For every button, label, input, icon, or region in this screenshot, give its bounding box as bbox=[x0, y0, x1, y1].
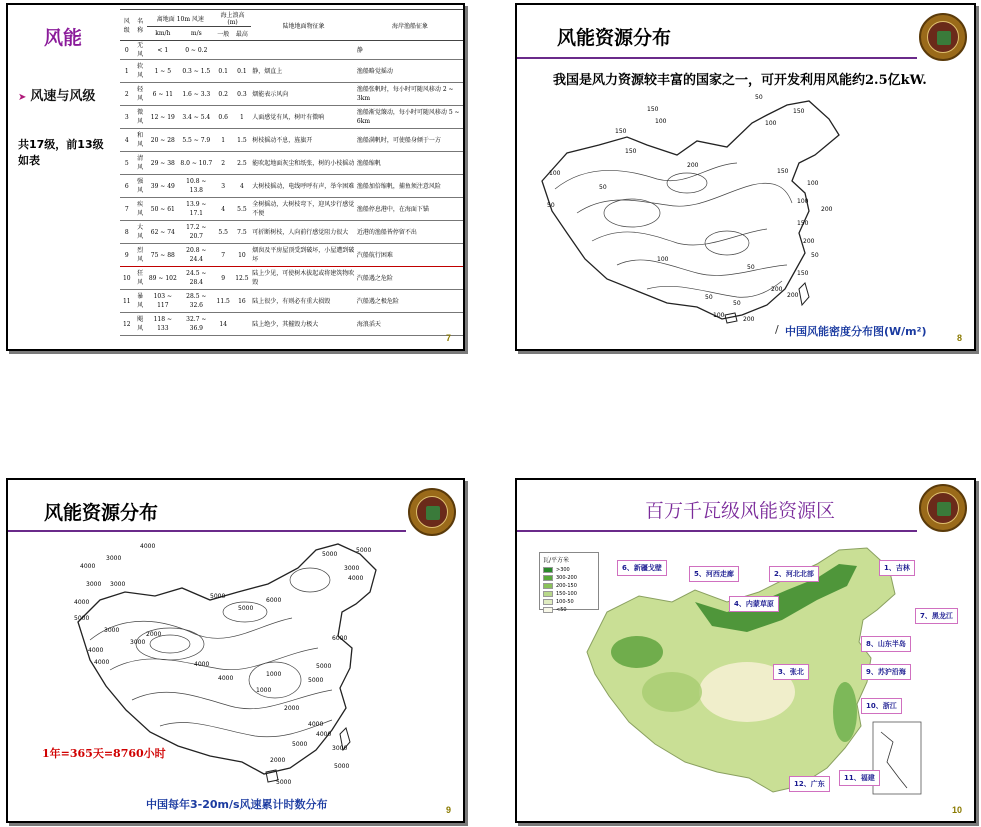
legend-row bbox=[543, 598, 595, 606]
contour-label: 200 bbox=[787, 292, 799, 299]
map-caption: 中国风能密度分布图(W/m²) bbox=[785, 325, 927, 338]
contour-label: 4000 bbox=[316, 731, 332, 738]
table-cell: 12 ~ 19 bbox=[147, 106, 179, 129]
table-cell: 人面感觉有风，树叶有微响 bbox=[251, 106, 356, 129]
table-cell: 28.5 ~ 32.6 bbox=[179, 290, 214, 313]
contour-line bbox=[577, 183, 792, 213]
contour-label: 2000 bbox=[284, 705, 300, 712]
slide-number: 8 bbox=[956, 333, 962, 343]
contour-label: 4000 bbox=[74, 599, 90, 606]
contour-label: 50 bbox=[547, 202, 555, 209]
contour-label: 3000 bbox=[344, 565, 360, 572]
contour-label: 200 bbox=[743, 316, 755, 323]
contour-label: 4000 bbox=[80, 563, 96, 570]
table-cell: 24.5 ~ 28.4 bbox=[179, 267, 214, 290]
map-legend bbox=[539, 552, 599, 613]
contour-label: 4000 bbox=[308, 721, 324, 728]
contour-label: 5000 bbox=[322, 551, 338, 558]
table-cell: 0.3 bbox=[233, 83, 252, 106]
table-cell: 16 bbox=[233, 290, 252, 313]
logo-emblem-icon bbox=[937, 31, 951, 45]
coastal-wind-zone bbox=[833, 682, 857, 742]
table-cell: 118 ~ 133 bbox=[147, 313, 179, 336]
contour-label: 4000 bbox=[94, 659, 110, 666]
sub-header: m/s bbox=[179, 27, 214, 41]
contour-label: 50 bbox=[599, 184, 607, 191]
contour-label: 5000 bbox=[316, 663, 332, 670]
contour-label: 150 bbox=[777, 168, 789, 175]
contour-label: 5000 bbox=[292, 741, 308, 748]
contour-label: 50 bbox=[705, 294, 713, 301]
table-cell: 可折断树枝，人向前行感觉阻力很大 bbox=[251, 221, 356, 244]
table-cell: 1 ~ 5 bbox=[147, 60, 179, 83]
hours-note: 1年=365天=8760小时 bbox=[42, 747, 166, 760]
inset-map-frame bbox=[873, 722, 921, 794]
table-cell: 20 ~ 28 bbox=[147, 129, 179, 152]
table-cell: 烈风 bbox=[134, 244, 147, 267]
contour-label: 100 bbox=[765, 120, 777, 127]
legend-swatch bbox=[543, 567, 553, 573]
contour-label: 200 bbox=[821, 206, 833, 213]
table-cell: 1 bbox=[214, 129, 233, 152]
china-outline bbox=[542, 101, 839, 319]
table-cell: 软风 bbox=[134, 60, 147, 83]
legend-row bbox=[543, 582, 595, 590]
table-cell: 0 ~ 0.2 bbox=[179, 41, 214, 60]
table-cell: 5.5 ~ 7.9 bbox=[179, 129, 214, 152]
region-label: 2、河北北部 bbox=[769, 566, 819, 582]
table-cell: 疾风 bbox=[134, 198, 147, 221]
contour-label: 2000 bbox=[146, 631, 162, 638]
table-cell bbox=[251, 41, 356, 60]
table-cell: 渔船渐觉簸动，每小时可随风移动 5 ~ 6km bbox=[356, 106, 464, 129]
legend-row bbox=[543, 606, 595, 614]
table-cell: 0.3 ~ 1.5 bbox=[179, 60, 214, 83]
contour-label: 100 bbox=[655, 118, 667, 125]
table-cell: 烟囱及平房屋顶受到破坏，小屋遭到破坏 bbox=[251, 244, 356, 267]
contour-label: 3000 bbox=[130, 639, 146, 646]
slide-10 bbox=[515, 478, 976, 823]
table-cell: 50 ~ 61 bbox=[147, 198, 179, 221]
contour-label: 3000 bbox=[110, 581, 126, 588]
contour-line bbox=[90, 618, 292, 640]
col-header: 风级 bbox=[120, 10, 134, 41]
contour-label: 50 bbox=[733, 300, 741, 307]
contour-label: 4000 bbox=[88, 647, 104, 654]
table-cell: 近港的渔船皆停留不出 bbox=[356, 221, 464, 244]
bullet-text: 风速与风级 bbox=[30, 89, 96, 104]
table-cell: 89 ~ 102 bbox=[147, 267, 179, 290]
legend-label: 300-200 bbox=[556, 575, 577, 581]
caption-slash: / bbox=[775, 323, 779, 336]
table-cell: 3 bbox=[120, 106, 134, 129]
contour-line bbox=[592, 229, 767, 245]
table-cell: 62 ~ 74 bbox=[147, 221, 179, 244]
table-cell: 0.1 bbox=[214, 60, 233, 83]
table-cell: 103 ~ 117 bbox=[147, 290, 179, 313]
high-wind-zone bbox=[611, 636, 663, 668]
table-cell: 陆上少见，可使树木拔起或将建筑物吹毁 bbox=[251, 267, 356, 290]
china-outline bbox=[78, 544, 376, 774]
logo-seal-icon bbox=[927, 21, 959, 53]
contour-line bbox=[160, 720, 332, 737]
sub-header: km/h bbox=[147, 27, 179, 41]
contour-label: 50 bbox=[811, 252, 819, 259]
table-cell bbox=[233, 41, 252, 60]
contour-line bbox=[647, 281, 782, 297]
table-cell: 1.5 bbox=[233, 129, 252, 152]
table-cell: 3.4 ~ 5.4 bbox=[179, 106, 214, 129]
table-cell: 暴风 bbox=[134, 290, 147, 313]
contour-label: 200 bbox=[687, 162, 699, 169]
table-cell: 渔船缩帆 bbox=[356, 152, 464, 175]
table-cell: 陆上很少，有则必有重大损毁 bbox=[251, 290, 356, 313]
legend-title: 瓦/平方米 bbox=[543, 557, 570, 564]
slide-number: 7 bbox=[445, 333, 451, 343]
table-cell: 2 bbox=[214, 152, 233, 175]
table-row bbox=[120, 41, 464, 60]
legend-swatch bbox=[543, 583, 553, 589]
contour-label: 1000 bbox=[266, 671, 282, 678]
region-label: 12、广东 bbox=[789, 776, 830, 792]
table-cell: 和风 bbox=[134, 129, 147, 152]
table-cell bbox=[233, 313, 252, 336]
table-cell: 无风 bbox=[134, 41, 147, 60]
table-cell: 8.0 ~ 10.7 bbox=[179, 152, 214, 175]
legend-label: 100-50 bbox=[556, 599, 574, 605]
contour-label: 3000 bbox=[106, 555, 122, 562]
contour-label: 4000 bbox=[348, 575, 364, 582]
table-cell: 陆上绝少，其摧毁力极大 bbox=[251, 313, 356, 336]
legend-swatch bbox=[543, 607, 553, 613]
contour-label: 100 bbox=[657, 256, 669, 263]
legend-rows bbox=[543, 566, 595, 614]
table-cell: 0.1 bbox=[233, 60, 252, 83]
table-row bbox=[120, 290, 464, 313]
contour-label: 5000 bbox=[276, 779, 292, 786]
table-cell: 39 ~ 49 bbox=[147, 175, 179, 198]
slide-number: 10 bbox=[951, 805, 962, 815]
contour-label: 5000 bbox=[334, 763, 350, 770]
table-cell: 1 bbox=[120, 60, 134, 83]
lead-text: 我国是风力资源较丰富的国家之一，可开发利用风能约2.5亿kW. bbox=[553, 73, 927, 88]
table-cell: 6 ~ 11 bbox=[147, 83, 179, 106]
logo-emblem-icon bbox=[426, 506, 440, 520]
table-cell: 17.2 ~ 20.7 bbox=[179, 221, 214, 244]
contour-label: 4000 bbox=[218, 675, 234, 682]
university-logo bbox=[919, 484, 967, 532]
table-row bbox=[120, 198, 464, 221]
table-cell: 清风 bbox=[134, 152, 147, 175]
contour-line bbox=[110, 648, 318, 670]
table-cell: 14 bbox=[214, 313, 233, 336]
table-cell: 狂风 bbox=[134, 267, 147, 290]
contour-line bbox=[555, 163, 737, 189]
table-cell bbox=[214, 41, 233, 60]
contour-label: 100 bbox=[807, 180, 819, 187]
col-header: 名称 bbox=[134, 10, 147, 41]
slide-number: 9 bbox=[445, 805, 451, 815]
slide-title: 风能资源分布 bbox=[557, 27, 672, 49]
table-cell: 32.7 ~ 36.9 bbox=[179, 313, 214, 336]
table-cell: 1.6 ~ 3.3 bbox=[179, 83, 214, 106]
table-row bbox=[120, 244, 464, 267]
col-header: 海上浪高 (m) bbox=[214, 10, 251, 27]
table-cell: 静 bbox=[356, 41, 464, 60]
legend-label: 200-150 bbox=[556, 583, 577, 589]
contour-label: 150 bbox=[797, 270, 809, 277]
table-cell: 7.5 bbox=[233, 221, 252, 244]
contour-label: 200 bbox=[771, 286, 783, 293]
legend-label: >300 bbox=[556, 567, 570, 573]
contour-label: 200 bbox=[803, 238, 815, 245]
sub-header: 一般 bbox=[214, 27, 233, 41]
contour-label: 50 bbox=[755, 94, 763, 101]
legend-swatch bbox=[543, 591, 553, 597]
contour-label: 3000 bbox=[86, 581, 102, 588]
table-cell: 13.9 ~ 17.1 bbox=[179, 198, 214, 221]
contour-label: 5000 bbox=[210, 593, 226, 600]
col-header: 离地面 10m 风速 bbox=[147, 10, 214, 27]
table-cell: 2.5 bbox=[233, 152, 252, 175]
table-cell: 0.2 bbox=[214, 83, 233, 106]
legend-label: 150-100 bbox=[556, 591, 577, 597]
table-cell: 树枝摇动不息，旌旗开 bbox=[251, 129, 356, 152]
region-label: 7、黑龙江 bbox=[915, 608, 958, 624]
contour-loop bbox=[290, 568, 330, 592]
table-cell: 10.8 ~ 13.8 bbox=[179, 175, 214, 198]
table-cell: 20.8 ~ 24.4 bbox=[179, 244, 214, 267]
table-row bbox=[120, 267, 464, 290]
table-cell: 全树摇动，大树枝弯下，迎风步行感觉不便 bbox=[251, 198, 356, 221]
table-cell: 烟能表示风向 bbox=[251, 83, 356, 106]
legend-row bbox=[543, 566, 595, 574]
table-cell: 渔船停息港中，在海面下锚 bbox=[356, 198, 464, 221]
table-cell: 11.5 bbox=[214, 290, 233, 313]
table-cell: 4 bbox=[214, 198, 233, 221]
table-cell: < 1 bbox=[147, 41, 179, 60]
table-cell: 渔船略觉摇动 bbox=[356, 60, 464, 83]
slide-7 bbox=[6, 3, 465, 351]
contour-label: 150 bbox=[615, 128, 627, 135]
table-cell: 汽船遇之危险 bbox=[356, 267, 464, 290]
table-row bbox=[120, 152, 464, 175]
title-underline bbox=[8, 530, 406, 532]
university-logo bbox=[408, 488, 456, 536]
table-cell: 4 bbox=[233, 175, 252, 198]
slide-title: 风能资源分布 bbox=[44, 502, 159, 524]
beaufort-table bbox=[120, 9, 464, 336]
region-label: 6、新疆戈壁 bbox=[617, 560, 667, 576]
contour-loop bbox=[667, 173, 707, 193]
contour-label: 5000 bbox=[356, 547, 372, 554]
table-cell: 10 bbox=[120, 267, 134, 290]
table-row bbox=[120, 83, 464, 106]
table-cell: 3 bbox=[214, 175, 233, 198]
region-label: 1、吉林 bbox=[879, 560, 915, 576]
slide-8 bbox=[515, 3, 976, 351]
beaufort-table-container bbox=[120, 9, 464, 336]
contour-label: 5000 bbox=[308, 677, 324, 684]
logo-emblem-icon bbox=[937, 502, 951, 516]
legend-row bbox=[543, 574, 595, 582]
table-cell: 静，烟直上 bbox=[251, 60, 356, 83]
region-label: 8、山东半岛 bbox=[861, 636, 911, 652]
contour-label: 1000 bbox=[256, 687, 272, 694]
contour-line bbox=[617, 260, 787, 276]
table-cell: 5.5 bbox=[233, 198, 252, 221]
contour-label: 100 bbox=[713, 312, 725, 319]
wind-density-map bbox=[537, 93, 847, 325]
table-cell: 29 ~ 38 bbox=[147, 152, 179, 175]
table-cell: 大树枝摇动，电线呼呼有声，举伞困难 bbox=[251, 175, 356, 198]
contour-label: 100 bbox=[549, 170, 561, 177]
contour-line bbox=[132, 690, 332, 709]
contour-label: 50 bbox=[747, 264, 755, 271]
taiwan-island bbox=[799, 283, 809, 305]
table-cell: 1 bbox=[233, 106, 252, 129]
region-label: 10、浙江 bbox=[861, 698, 902, 714]
contour-label: 150 bbox=[797, 220, 809, 227]
contour-labels bbox=[547, 94, 833, 323]
contour-label: 5000 bbox=[238, 605, 254, 612]
table-cell: 渔船加倍缩帆，捕鱼须注意风险 bbox=[356, 175, 464, 198]
contour-label: 3000 bbox=[104, 627, 120, 634]
mid-wind-zone bbox=[642, 672, 702, 712]
table-cell: 5 bbox=[120, 152, 134, 175]
table-row bbox=[120, 106, 464, 129]
legend-row bbox=[543, 590, 595, 598]
table-cell: 12 bbox=[120, 313, 134, 336]
region-label: 3、张北 bbox=[773, 664, 809, 680]
table-cell: 强风 bbox=[134, 175, 147, 198]
table-cell: 大风 bbox=[134, 221, 147, 244]
table-cell: 11 bbox=[120, 290, 134, 313]
logo-seal-icon bbox=[927, 492, 959, 524]
table-cell: 轻风 bbox=[134, 83, 147, 106]
slide-title: 风能 bbox=[44, 27, 83, 49]
title-underline bbox=[517, 57, 917, 59]
contour-label: 6000 bbox=[266, 597, 282, 604]
table-cell: 8 bbox=[120, 221, 134, 244]
contour-loop bbox=[604, 199, 660, 227]
table-cell: 海浪滔天 bbox=[356, 313, 464, 336]
table-row bbox=[120, 60, 464, 83]
region-label: 11、福建 bbox=[839, 770, 880, 786]
contour-label: 2000 bbox=[270, 757, 286, 764]
table-cell: 9 bbox=[214, 267, 233, 290]
title-underline bbox=[517, 530, 917, 532]
table-cell: 微风 bbox=[134, 106, 147, 129]
table-cell: 0 bbox=[120, 41, 134, 60]
legend-label: <50 bbox=[556, 607, 567, 613]
table-row bbox=[120, 221, 464, 244]
table-cell: 能吹起地面灰尘和纸张，树的小枝摇动 bbox=[251, 152, 356, 175]
contour-label: 4000 bbox=[194, 661, 210, 668]
table-body bbox=[120, 41, 464, 336]
table-cell: 4 bbox=[120, 129, 134, 152]
region-label: 5、河西走廊 bbox=[689, 566, 739, 582]
slide-title: 百万千瓦级风能资源区 bbox=[645, 500, 836, 522]
legend-swatch bbox=[543, 599, 553, 605]
note-text: 共17级，前13级如表 bbox=[18, 138, 104, 167]
table-cell: 2 bbox=[120, 83, 134, 106]
table-cell: 7 bbox=[214, 244, 233, 267]
sub-header: 最高 bbox=[233, 27, 252, 41]
table-cell: 75 ~ 88 bbox=[147, 244, 179, 267]
table-cell: 汽船航行困难 bbox=[356, 244, 464, 267]
logo-seal-icon bbox=[416, 496, 448, 528]
slide-9 bbox=[6, 478, 465, 823]
region-label: 4、内蒙草原 bbox=[729, 596, 779, 612]
table-cell: 渔船张帆时，每小时可随风移动 2 ~ 3km bbox=[356, 83, 464, 106]
contour-label: 100 bbox=[797, 198, 809, 205]
contour-label: 3000 bbox=[332, 745, 348, 752]
bullet-item bbox=[18, 85, 95, 104]
contour-label: 5000 bbox=[74, 615, 90, 622]
legend-swatch bbox=[543, 575, 553, 581]
table-cell: 7 bbox=[120, 198, 134, 221]
table-row bbox=[120, 175, 464, 198]
table-cell: 0.6 bbox=[214, 106, 233, 129]
contour-label: 4000 bbox=[140, 543, 156, 550]
table-cell: 12.5 bbox=[233, 267, 252, 290]
arrow-bullet-icon: ➤ bbox=[18, 92, 27, 103]
table-cell: 6 bbox=[120, 175, 134, 198]
table-row bbox=[120, 129, 464, 152]
region-label: 9、苏沪沿海 bbox=[861, 664, 911, 680]
col-header: 陆地地面物征象 bbox=[251, 10, 356, 41]
map-caption: 中国每年3-20m/s风速累计时数分布 bbox=[146, 798, 328, 811]
contour-label: 6000 bbox=[332, 635, 348, 642]
contour-label: 150 bbox=[625, 148, 637, 155]
university-logo bbox=[919, 13, 967, 61]
table-row bbox=[120, 313, 464, 336]
table-cell: 渔船满帆时，可使船身倾于一方 bbox=[356, 129, 464, 152]
table-cell: 汽船遇之极危险 bbox=[356, 290, 464, 313]
table-cell: 10 bbox=[233, 244, 252, 267]
table-cell: 飓风 bbox=[134, 313, 147, 336]
contour-label: 150 bbox=[793, 108, 805, 115]
contour-label: 150 bbox=[647, 106, 659, 113]
col-header: 海岸渔船征象 bbox=[356, 10, 464, 41]
table-cell: 9 bbox=[120, 244, 134, 267]
table-cell: 5.5 bbox=[214, 221, 233, 244]
